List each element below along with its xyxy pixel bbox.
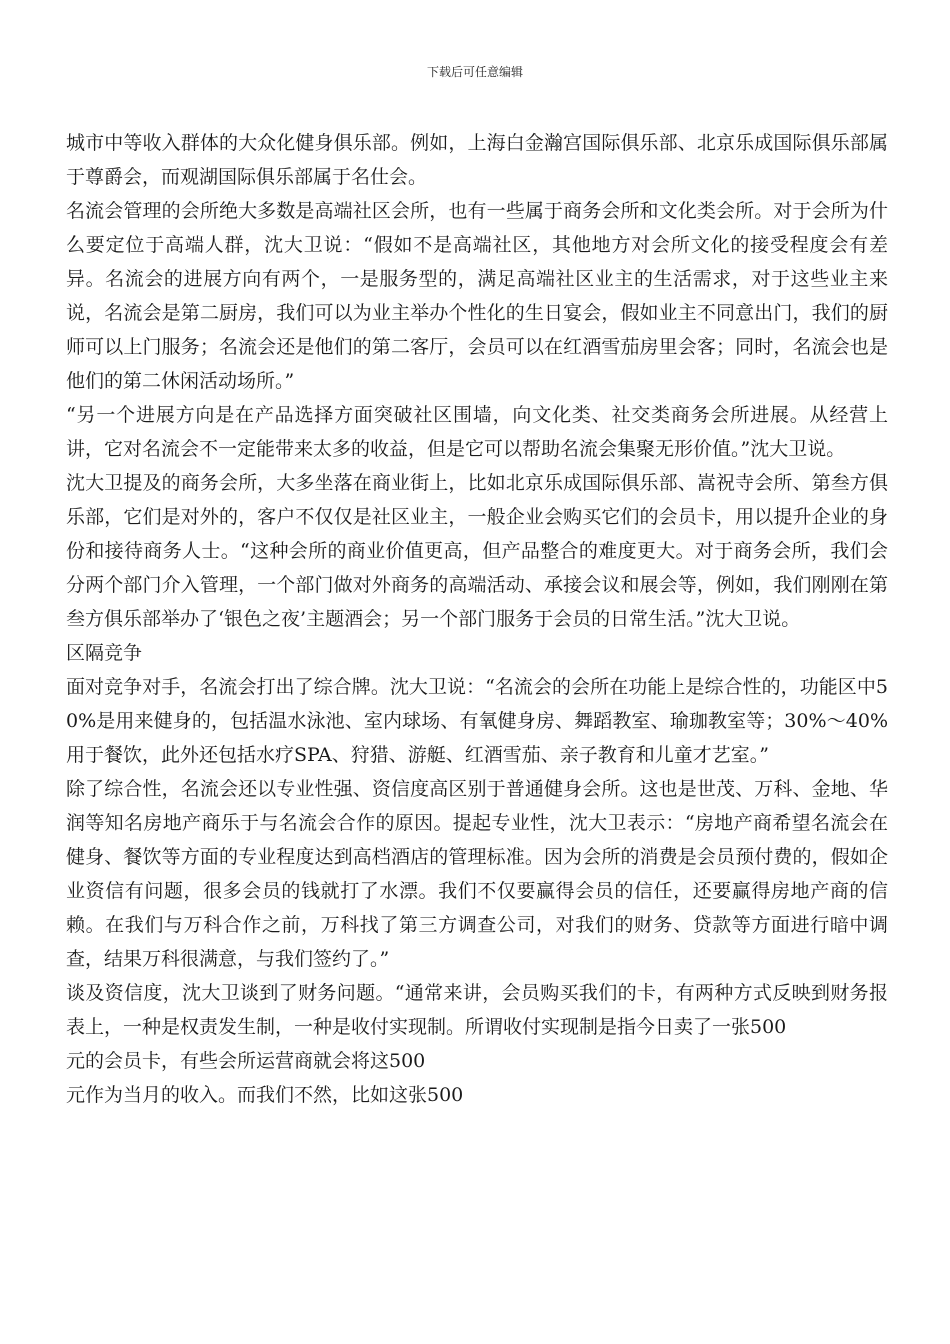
- paragraph-7: 谈及资信度，沈大卫谈到了财务问题。“通常来讲，会员购买我们的卡，有两种方式反映到财务报表上，一种是权责发生制，一种是收付实现制。所谓收付实现制是指今日卖了一张500: [66, 982, 888, 1038]
- paragraph-6: 除了综合性，名流会还以专业性强、资信度高区别于普通健身会所。这也是世茂、万科、金地、华润等知名房地产商乐于与名流会合作的原因。提起专业性，沈大卫表示：“房地产商希望名流会在健身、餐饮等方面的专业程度达到高档酒店的管理标准。因为会所的消费是会员预付费的，假如企业资信有问题，很多会员的钱就打了水漂。我们不仅要赢得会员的信任，还要赢得房地产商的信赖。在我们与万科合作之前，万科找了第三方调查公司，对我们的财务、贷款等方面进行暗中调查，结果万科很满意，与我们签约了。”: [66, 778, 888, 970]
- paragraph-1: 城市中等收入群体的大众化健身俱乐部。例如，上海白金瀚宫国际俱乐部、北京乐成国际俱乐部属于尊爵会，而观湖国际俱乐部属于名仕会。: [66, 132, 888, 188]
- paragraph-9: 元作为当月的收入。而我们不然，比如这张500: [66, 1084, 464, 1106]
- paragraph-4: 沈大卫提及的商务会所，大多坐落在商业街上，比如北京乐成国际俱乐部、嵩祝寺会所、第叁方俱乐部，它们是对外的，客户不仅仅是社区业主，一般企业会购买它们的会员卡，用以提升企业的身份和接待商务人士。“这种会所的商业价值更高，但产品整合的难度更大。对于商务会所，我们会分两个部门介入管理，一个部门做对外商务的高端活动、承接会议和展会等，例如，我们刚刚在第叁方俱乐部举办了‘银色之夜’主题酒会；另一个部门服务于会员的日常生活。”沈大卫说。: [66, 472, 888, 630]
- document-body: [66, 126, 888, 1112]
- page-header: 下载后可任意编辑: [426, 65, 523, 79]
- section-heading: 区隔竞争: [66, 642, 143, 664]
- paragraph-5: 面对竞争对手，名流会打出了综合牌。沈大卫说：“名流会的会所在功能上是综合性的，功能区中50%是用来健身的，包括温水泳池、室内球场、有氧健身房、舞蹈教室、瑜珈教室等；30%～40%用于餐饮，此外还包括水疗SPA、狩猎、游艇、红酒雪茄、亲子教育和儿童才艺室。”: [66, 676, 888, 766]
- paragraph-3: “另一个进展方向是在产品选择方面突破社区围墙，向文化类、社交类商务会所进展。从经营上讲，它对名流会不一定能带来太多的收益，但是它可以帮助名流会集聚无形价值。”沈大卫说。: [66, 404, 888, 460]
- paragraph-2: 名流会管理的会所绝大多数是高端社区会所，也有一些属于商务会所和文化类会所。对于会所为什么要定位于高端人群，沈大卫说：“假如不是高端社区，其他地方对会所文化的接受程度会有差异。名流会的进展方向有两个，一是服务型的，满足高端社区业主的生活需求，对于这些业主来说，名流会是第二厨房，我们可以为业主举办个性化的生日宴会，假如业主不同意出门，我们的厨师可以上门服务；名流会还是他们的第二客厅，会员可以在红酒雪茄房里会客；同时，名流会也是他们的第二休闲活动场所。”: [66, 200, 888, 392]
- paragraph-8: 元的会员卡，有些会所运营商就会将这500: [66, 1050, 426, 1072]
